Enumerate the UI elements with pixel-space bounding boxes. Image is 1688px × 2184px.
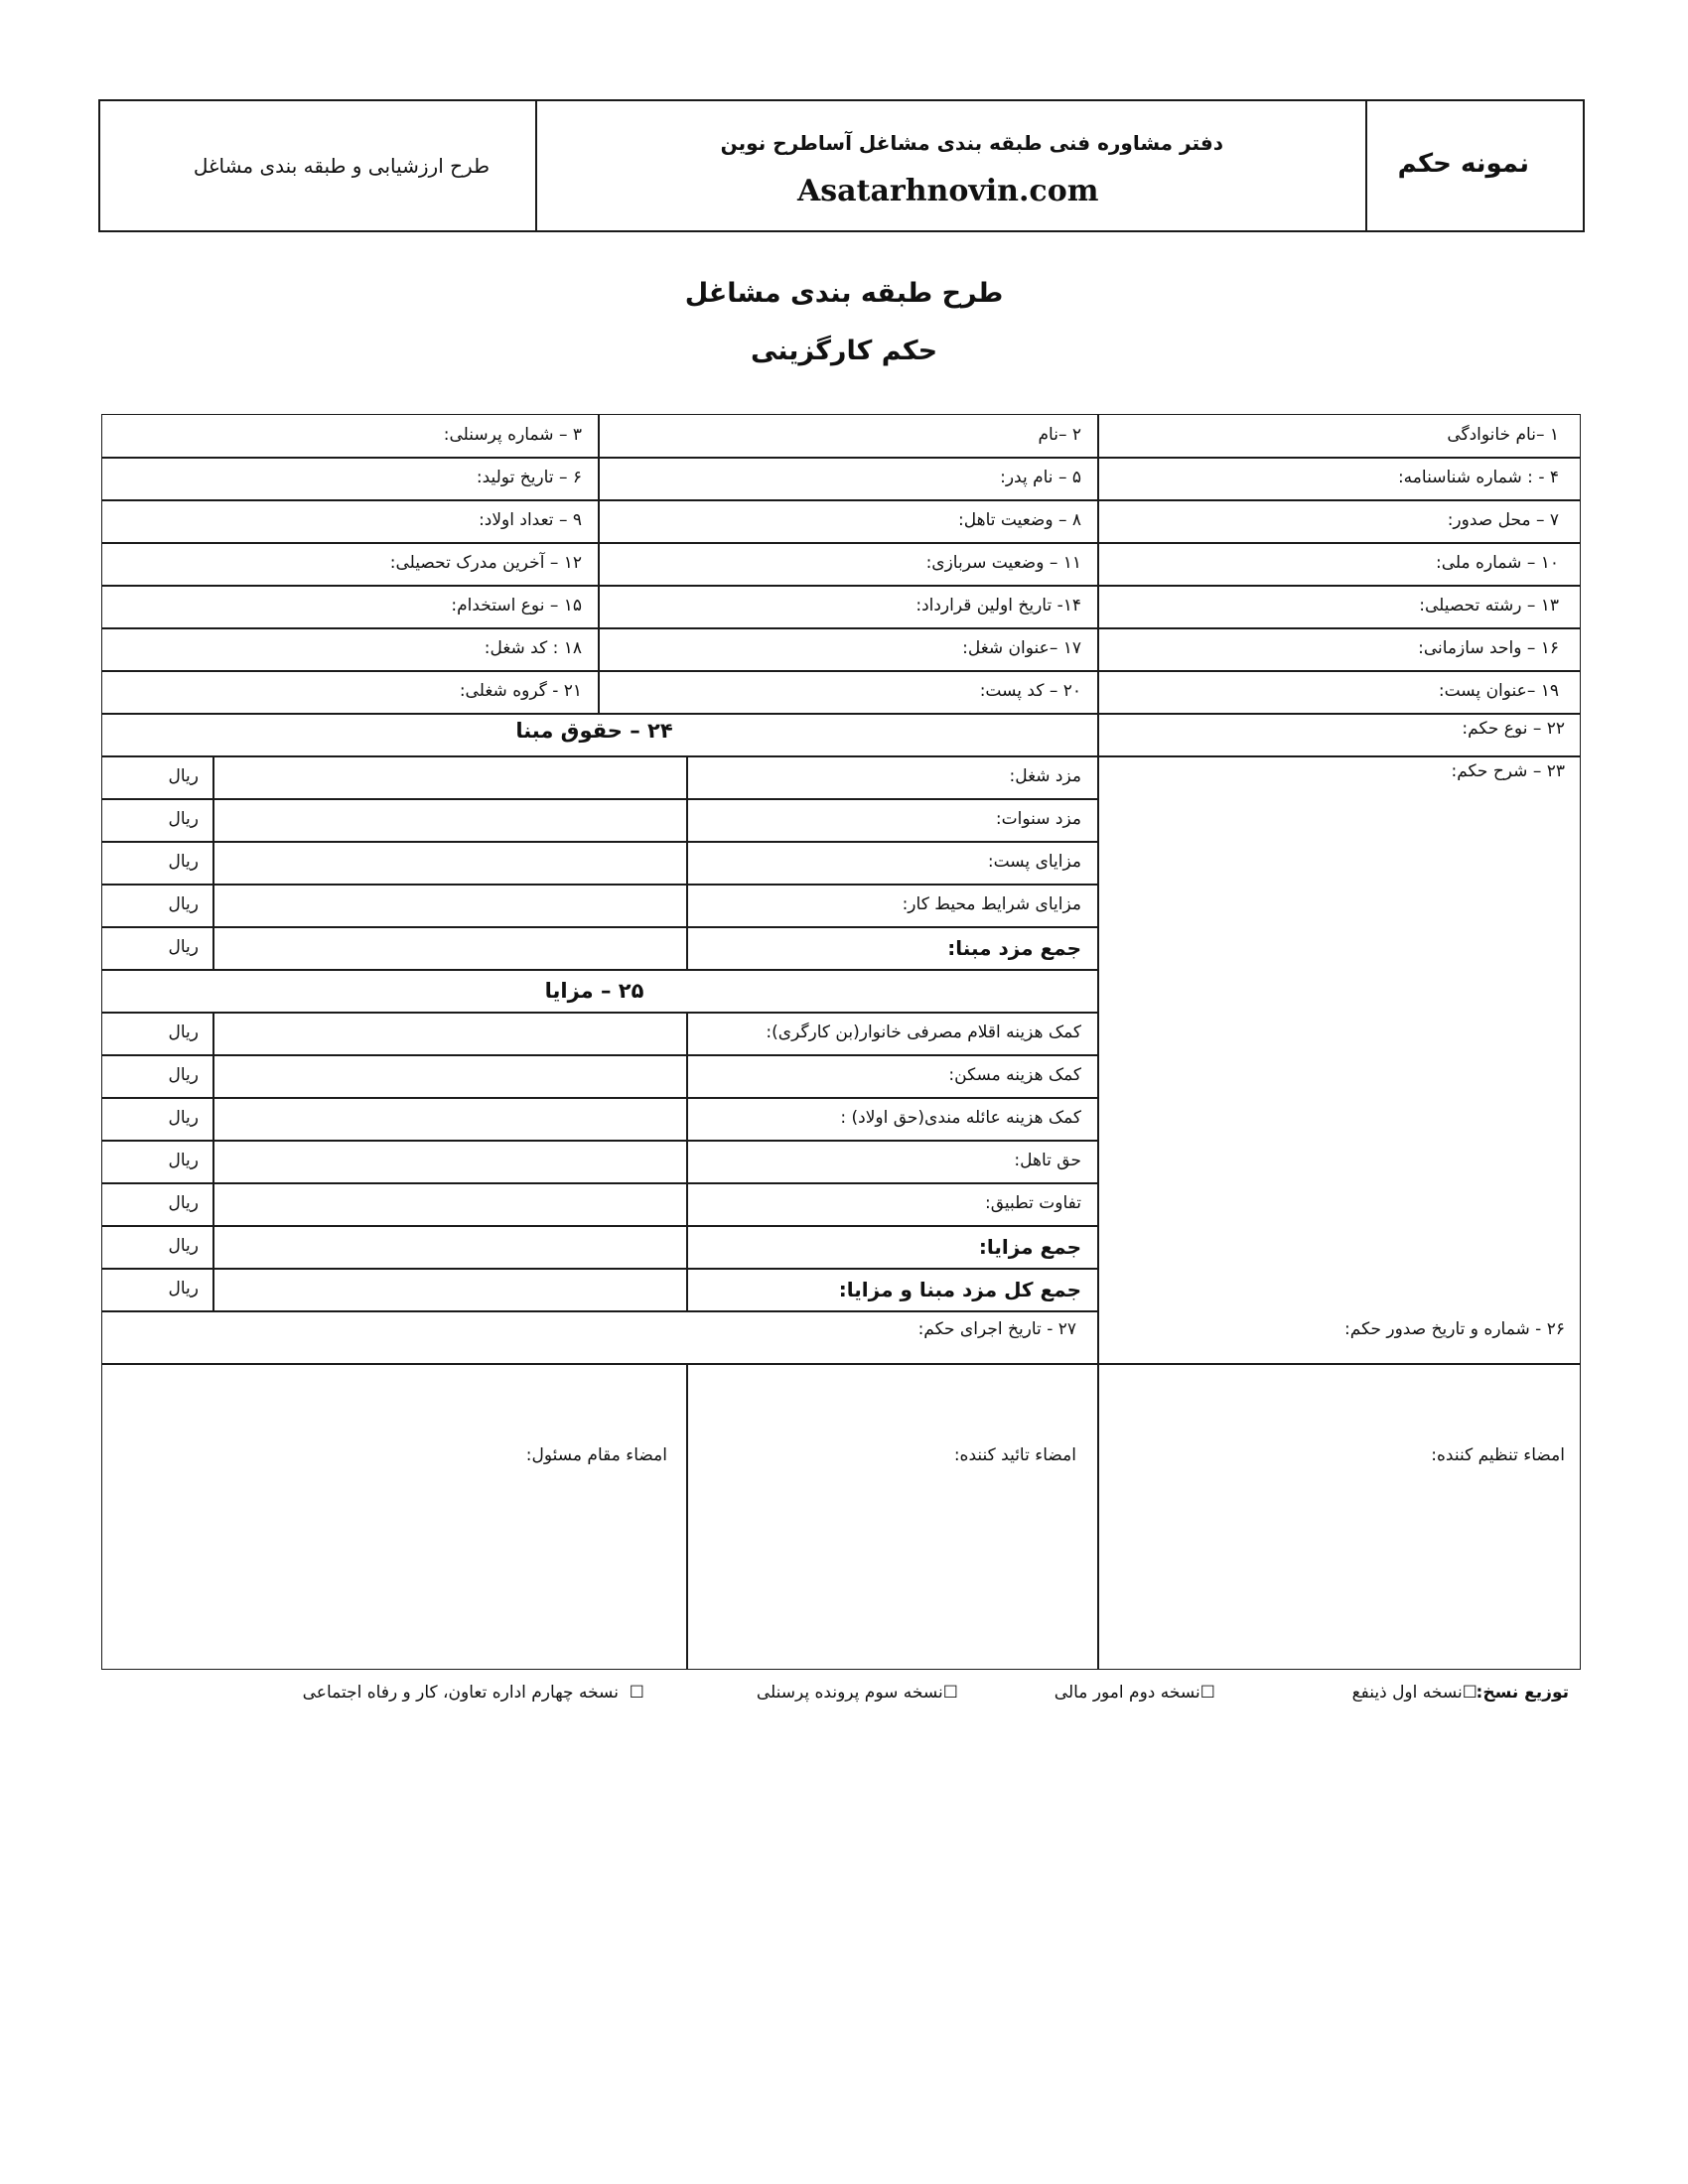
salary-amount-field[interactable] xyxy=(214,928,684,967)
benefits-amount-field[interactable] xyxy=(214,1056,684,1095)
page-subtitle: حکم کارگزینی xyxy=(750,336,938,366)
benefits-row-label: جمع کل مزد مبنا و مزایا: xyxy=(838,1278,1081,1301)
info-field-label: ۲۱ - گروه شغلی: xyxy=(459,681,582,701)
benefits-row-label: کمک هزینه مسکن: xyxy=(948,1065,1081,1085)
currency-label: ریال xyxy=(168,852,199,872)
order-type-rule xyxy=(1097,755,1581,757)
checkbox-icon[interactable]: ☐ xyxy=(1199,1683,1215,1703)
info-field-label: ۱۳ – رشته تحصیلی: xyxy=(1419,596,1559,615)
benefits-row-rule xyxy=(101,1310,1097,1312)
salary-amount-field[interactable] xyxy=(214,800,684,839)
currency-label: ریال xyxy=(168,766,199,786)
currency-label: ریال xyxy=(168,894,199,914)
checkbox-icon[interactable]: ☐ xyxy=(942,1683,958,1703)
salary-section-header: ۲۴ – حقوق مبنا xyxy=(515,719,673,743)
benefits-amount-field[interactable] xyxy=(214,1227,684,1266)
page-title: طرح طبقه بندی مشاغل xyxy=(684,278,1004,309)
info-row-rule xyxy=(101,627,1581,629)
distribution-copy-2[interactable] xyxy=(1055,1685,1215,1702)
salary-row-label: مزایای پست: xyxy=(987,852,1081,872)
header-left-text: طرح ارزشیابی و طبقه بندی مشاغل xyxy=(193,154,490,178)
header-divider xyxy=(535,99,537,232)
info-field-label: ۱۷ –عنوان شغل: xyxy=(962,638,1081,658)
info-field-label: ۴ - : شماره شناسنامه: xyxy=(1397,468,1559,487)
info-field-label: ۲ –نام xyxy=(1038,425,1081,445)
currency-label: ریال xyxy=(168,1279,199,1298)
header-website: Asatarhnovin.com xyxy=(797,174,1099,208)
salary-row-label: مزایای شرایط محیط کار: xyxy=(902,894,1081,914)
info-row-rule xyxy=(101,670,1581,672)
main-column-rule xyxy=(1097,713,1099,1363)
info-field-label: ۱۱ – وضعیت سربازی: xyxy=(925,553,1081,573)
info-row-rule xyxy=(101,499,1581,501)
header-right-title: نمونه حکم xyxy=(1397,149,1529,179)
distribution-copy-3[interactable] xyxy=(757,1685,958,1702)
signature-column-rule xyxy=(1097,1363,1099,1670)
salary-row-label: جمع مزد مبنا: xyxy=(947,936,1081,960)
signature-column-rule xyxy=(686,1363,688,1670)
copy-label: نسخه چهارم اداره تعاون، کار و رفاه اجتماعی xyxy=(302,1683,619,1703)
info-field-label: ۳ – شماره پرسنلی: xyxy=(443,425,582,445)
info-row-rule xyxy=(101,713,1581,715)
signature-official: امضاء مقام مسئول: xyxy=(525,1445,667,1465)
info-field-label: ۱۹ –عنوان پست: xyxy=(1438,681,1559,701)
currency-label: ریال xyxy=(168,1151,199,1170)
info-field-label: ۱۵ – نوع استخدام: xyxy=(451,596,582,615)
info-field-label: ۲۰ – کد پست: xyxy=(979,681,1081,701)
currency-label: ریال xyxy=(168,937,199,957)
benefits-row-label: کمک هزینه عائله مندی(حق اولاد) : xyxy=(840,1108,1081,1128)
salary-row-rule xyxy=(101,969,1097,971)
info-field-label: ۱ –نام خانوادگی xyxy=(1447,425,1559,445)
benefits-section-header: ۲۵ – مزایا xyxy=(544,979,644,1003)
info-field-label: ۹ – تعداد اولاد: xyxy=(479,510,582,530)
issue-row-rule xyxy=(101,1363,1581,1365)
currency-label: ریال xyxy=(168,1236,199,1256)
benefits-row-label: کمک هزینه اقلام مصرفی خانوار(بن کارگری): xyxy=(766,1023,1081,1042)
benefits-amount-field[interactable] xyxy=(214,1099,684,1138)
currency-label: ریال xyxy=(168,1193,199,1213)
info-row-rule xyxy=(101,542,1581,544)
salary-column-rule xyxy=(686,755,688,969)
copy-label: نسخه اول ذینفع xyxy=(1351,1683,1463,1703)
salary-row-label: مزد سنوات: xyxy=(995,809,1081,829)
benefits-amount-field[interactable] xyxy=(214,1270,684,1308)
header-divider xyxy=(1365,99,1367,232)
currency-label: ریال xyxy=(168,1065,199,1085)
info-field-label: ۸ – وضعیت تاهل: xyxy=(958,510,1081,530)
benefits-amount-field[interactable] xyxy=(214,1142,684,1180)
benefits-row-label: جمع مزایا: xyxy=(978,1235,1081,1259)
signature-preparer: امضاء تنظیم کننده: xyxy=(1431,1445,1565,1465)
order-type-label: ۲۲ – نوع حکم: xyxy=(1462,719,1565,739)
salary-amount-field[interactable] xyxy=(214,886,684,924)
info-field-label: ۱۴- تاریخ اولین قرارداد: xyxy=(915,596,1081,615)
salary-amount-field[interactable] xyxy=(214,843,684,882)
currency-label: ریال xyxy=(168,1108,199,1128)
info-field-label: ۵ – نام پدر: xyxy=(1000,468,1081,487)
info-field-label: ۱۸ : کد شغل: xyxy=(484,638,582,658)
copy-label: نسخه سوم پرونده پرسنلی xyxy=(756,1683,943,1703)
distribution-label: توزیع نسخ: xyxy=(1476,1683,1569,1703)
checkbox-icon[interactable]: ☐ xyxy=(1462,1683,1477,1703)
distribution-copy-4[interactable] xyxy=(303,1685,644,1702)
currency-label: ریال xyxy=(168,809,199,829)
benefits-row-label: تفاوت تطبیق: xyxy=(985,1193,1081,1213)
distribution-copy-1[interactable] xyxy=(1352,1685,1477,1702)
execution-date-label: ۲۷ - تاریخ اجرای حکم: xyxy=(917,1319,1076,1339)
checkbox-icon[interactable]: ☐ xyxy=(629,1683,644,1703)
info-column-rule xyxy=(598,414,600,713)
signature-approver: امضاء تائید کننده: xyxy=(953,1445,1076,1465)
benefits-amount-field[interactable] xyxy=(214,1014,684,1052)
order-description-label: ۲۳ – شرح حکم: xyxy=(1451,761,1565,781)
info-field-label: ۱۲ – آخرین مدرک تحصیلی: xyxy=(389,553,582,573)
benefits-row-label: حق تاهل: xyxy=(1014,1151,1081,1170)
header-office-name: دفتر مشاوره فنی طبقه بندی مشاغل آساطرح نوین xyxy=(720,131,1223,155)
info-field-label: ۶ – تاریخ تولید: xyxy=(476,468,582,487)
salary-row-label: مزد شغل: xyxy=(1009,766,1081,786)
info-row-rule xyxy=(101,457,1581,459)
currency-label: ریال xyxy=(168,1023,199,1042)
info-field-label: ۷ – محل صدور: xyxy=(1447,510,1559,530)
benefits-column-rule xyxy=(686,1012,688,1310)
info-field-label: ۱۰ – شماره ملی: xyxy=(1436,553,1559,573)
info-column-rule xyxy=(1097,414,1099,713)
info-row-rule xyxy=(101,585,1581,587)
salary-amount-field[interactable] xyxy=(214,757,684,796)
issue-number-date-label: ۲۶ - شماره و تاریخ صدور حکم: xyxy=(1344,1319,1565,1339)
benefits-amount-field[interactable] xyxy=(214,1184,684,1223)
copy-label: نسخه دوم امور مالی xyxy=(1054,1683,1200,1703)
info-field-label: ۱۶ – واحد سازمانی: xyxy=(1418,638,1559,658)
